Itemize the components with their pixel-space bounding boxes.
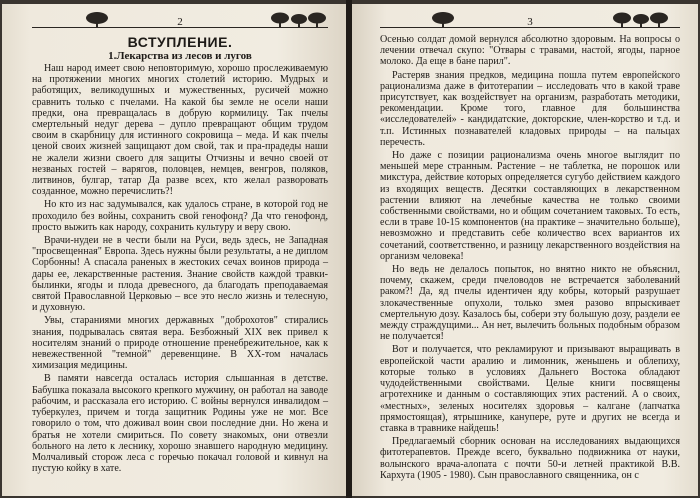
header-rule [32, 27, 328, 28]
paragraph: Увы, стараниями многих державных "доброхотов" стирались знания, подрывалась святая вера. Безбожный XIX век привел к носителям знаний о природе отношение пренебрежительное, как к невежественной "темной" деревенщине. В XX-том началась химизация медицины. [32, 315, 328, 372]
paragraph: Но кто из нас задумывался, как удалось стране, в которой год не проходило без войны, сохранить свой генофонд? Да что генофонд, просто выжить как народу, сохранить культуру и веру свою. [32, 199, 328, 233]
header-rule [380, 27, 680, 28]
trees-icon [612, 12, 670, 28]
paragraph: Наш народ имеет свою неповторимую, хорошо прослеживаемую на протяжении многих многих столетий историю. Мудрых и работящих, великодушных и мужественных, русичей можно сравнить только с пчелами. На какой бы земле не осели наши предки, она превращалась в добрую кормилицу. Так пчелы смертельный недуг дерева – дупло превращают общим трудом своим в скарбницу для истинного сокровища – меда. И как пчелы ценой своих жизней защищают дом свой, так и пра-прадеды наши не жалели жизни своего для защиты Отчизны и вечно своей от незваных гостей – варягов, половцев, немцев, венгров, поляков, литвинов, булгар, татар Да разве всех, кто желал разворовать созданное, можно перечислить?! [32, 63, 328, 198]
left-page [2, 4, 346, 496]
page-header [32, 10, 328, 34]
right-page [352, 4, 698, 496]
page-header [380, 10, 680, 34]
paragraph: Осенью солдат домой вернулся абсолютно здоровым. На вопросы о лечении отвечал скупо: "Отвары с травами, настой, ягоды, парное молоко. Да еще в бане парил". [380, 34, 680, 68]
paragraph: Но даже с позиции рационализма очень многое выглядит по меньшей мере странным. Растение – не таблетка, не порошок или микстура, действие которых определяется сугубо действием каждого из входящих веществ. Десятки составляющих в лекарственном растении влияют на лечебные качества не только своими собственными свойствами, но и общим сочетанием таковых. То есть, если в траве 10-15 компонентов (на практике – значительно больше), невозможно и представить себе количество всех вариантов их сочетаний, соответственно, и разницу лекарственного воздействия на организм человека! [380, 150, 680, 262]
paragraph: Вот и получается, что рекламируют и призывают выращивать в европейской части аралию и лимонник, женьшень и облепиху, которые только в условиях Дальнего Востока обладают чудодейственными свойствами. Целые книги посвящены агротехнике и данным о составляющих этих растений. А о своих, «местных», зеленых носителях здоровья – калгане (лапчатка прямостоящая), ятрышнике, канупере, руте и других не всегда и ставка в травнике найдешь! [380, 344, 680, 434]
paragraph: В памяти навсегда осталась история слышанная в детстве. Бабушка показала высокого крепкого мужчину, он работал на заводе рабочим, и рассказала его историю. С войны вернулся инвалидом – туберкулез, причем и тогда защитник Родины уже не мог. Все говорило о том, что доживал воин свои последние дни. Но жена и братья не хотели смириться. По совету знакомых, они отвезли больного на лето к леснику, хорошо знавшего народную медицину. Молчаливый сторож леса с горечью покачал головой и кивнул на пустую койку в хате. [32, 373, 328, 475]
paragraph: Растеряв знания предков, медицина пошла путем европейского рационализма даже в фитотерапии – исследовать что в какой траве присутствует, как воздействует на организм, разработать методики, рекомендации. Кроме того, главное для большинства «исследователей» - кандидатские, докторские, член-корство и т.д. и т.п. Истинных познавателей кладовых природы – на пальцах перечесть. [380, 69, 680, 148]
tree-icon [84, 12, 110, 28]
paragraph: Врачи-нудеи не в чести были на Руси, ведь здесь, не Западная "просвещенная" Европа. Здесь нужны были результаты, а не диплом Сорбонны! А спасала раненых в жестоких сечах воинов природа – дары ее, лекарственные растения. Знание свойств каждой травки-былинки, ягоды и плода древесного, да благодать преподаваемая святой Православной Церковью – все это несло жизнь и телесную, и духовную. [32, 235, 328, 314]
page-number: 2 [177, 16, 183, 28]
page-number: 3 [527, 16, 533, 28]
trees-icon [270, 12, 328, 28]
section-heading: 1.Лекарства из лесов и лугов [108, 50, 252, 62]
paragraph: Но ведь не делалось попыток, но внятно никто не объяснил, почему, скажем, среди пчеловодов не встречается заболеваний раком?! Да, яд пчелы идентичен яду кобры, который разрушает злокачественные опухоли, только змея разово впрыскивает смертельную дозу. Казалось бы, собери эту большую дозу, раздели ее между страждущими... Ан нет, вылечить больных подобным образом не получается! [380, 264, 680, 343]
paragraph: Предлагаемый сборник основан на исследованиях выдающихся фитотерапевтов. Прежде всего, буквально подвижника от науки, волынского врача-алопата с почти 50-и летней практикой В.В. Кархута (1905 - 1980). Сын православного священника, он с [380, 436, 680, 481]
tree-icon [430, 12, 456, 28]
chapter-heading: ВСТУПЛЕНИЕ. [127, 34, 233, 50]
left-body-text [32, 63, 328, 474]
right-body-text [380, 34, 680, 481]
